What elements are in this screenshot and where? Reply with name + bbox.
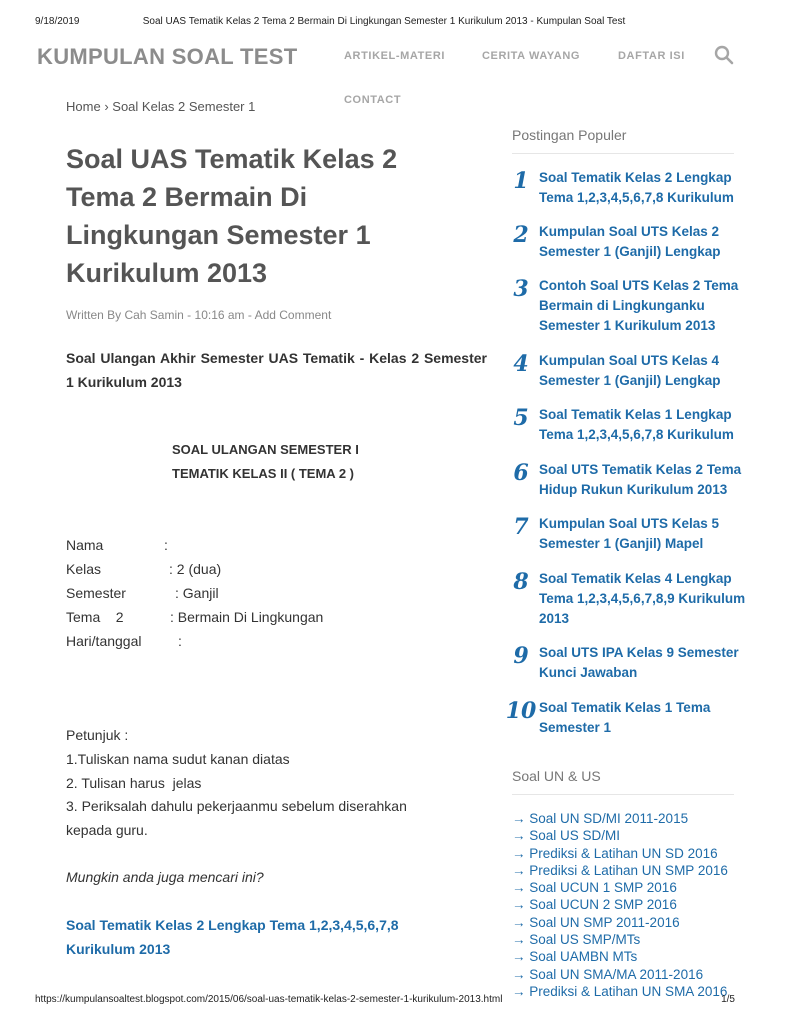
popular-post-rank: 6 <box>513 460 529 486</box>
popular-post-rank: 5 <box>513 405 529 431</box>
popular-post-title[interactable]: Soal UTS Tematik Kelas 2 Tema <box>539 462 742 477</box>
popular-post-item[interactable] <box>505 222 734 266</box>
breadcrumb <box>66 99 255 114</box>
print-url: https://kumpulansoaltest.blogspot.com/2015/06/soal-uas-tematik-kelas-2-semester-1-kurikulum-2013.html <box>35 994 503 1005</box>
popular-post-item[interactable] <box>505 405 734 449</box>
popular-post-title[interactable]: Soal Tematik Kelas 2 Lengkap <box>539 170 732 185</box>
soal-un-us-link[interactable]: → Prediksi & Latihan UN SMA 2016 <box>512 983 728 999</box>
breadcrumb-home[interactable]: Home <box>66 99 101 114</box>
site-title[interactable]: KUMPULAN SOAL TEST <box>37 44 298 69</box>
popular-post-title[interactable]: Soal UTS IPA Kelas 9 Semester <box>539 645 739 660</box>
post-author[interactable]: Written By Cah Samin <box>66 308 184 322</box>
add-comment-link[interactable]: Add Comment <box>254 308 332 322</box>
soal-un-us-link[interactable]: → Soal US SD/MI <box>512 828 621 844</box>
print-date: 9/18/2019 <box>35 16 80 27</box>
popular-post-item[interactable] <box>505 569 746 633</box>
breadcrumb-category[interactable]: Soal Kelas 2 Semester 1 <box>112 99 256 114</box>
popular-post-title[interactable]: Semester 1 (Ganjil) Mapel <box>539 536 704 551</box>
soal-un-us-heading: Soal UN & US <box>512 768 601 784</box>
field-value-semester: : Ganjil <box>175 585 219 601</box>
popular-post-title[interactable]: Tema 1,2,3,4,5,6,7,8 Kurikulum <box>539 427 734 442</box>
popular-post-title[interactable]: Semester 1 Kurikulum 2013 <box>539 318 716 333</box>
soal-un-us-link[interactable]: → Prediksi & Latihan UN SD 2016 <box>512 845 718 861</box>
petunjuk-item: kepada guru. <box>66 822 148 838</box>
soal-un-us-link[interactable]: → Soal UCUN 2 SMP 2016 <box>512 897 677 913</box>
popular-post-rank: 2 <box>513 222 529 248</box>
popular-post-title[interactable]: Soal Tematik Kelas 4 Lengkap <box>539 571 732 586</box>
popular-post-title[interactable]: 2013 <box>539 611 570 626</box>
popular-post-rank: 3 <box>513 276 529 302</box>
popular-post-rank: 7 <box>513 514 529 540</box>
soal-un-us-list <box>512 810 734 999</box>
petunjuk-item: 2. Tulisan harus jelas <box>66 775 202 791</box>
post-lead: Soal Ulangan Akhir Semester UAS Tematik - Kelas 2 Semester 1 Kurikulum 2013 <box>66 350 487 390</box>
petunjuk-item: 3. Periksalah dahulu pekerjaanmu sebelum diserahkan <box>66 798 407 814</box>
field-label-nama: Nama <box>66 537 104 553</box>
search-icon[interactable] <box>714 45 734 65</box>
soal-un-us-link[interactable]: → Soal UN SMA/MA 2011-2016 <box>512 966 704 982</box>
field-label-semester: Semester <box>66 585 126 601</box>
nav-artikel-materi[interactable]: ARTIKEL-MATERI <box>344 50 446 62</box>
soal-un-us-link[interactable]: → Soal UCUN 1 SMP 2016 <box>512 880 677 896</box>
popular-post-title[interactable]: Semester 1 (Ganjil) Lengkap <box>539 373 721 388</box>
field-label-hari-tanggal: Hari/tanggal <box>66 633 142 649</box>
soal-un-us-link[interactable]: → Soal UN SD/MI 2011-2015 <box>512 811 689 826</box>
exam-title: SOAL ULANGAN SEMESTER I <box>172 442 359 457</box>
popular-post-title[interactable]: Semester 1 <box>539 720 612 735</box>
sidebar-divider <box>512 794 734 795</box>
also-looking-text: Mungkin anda juga mencari ini? <box>66 869 264 885</box>
breadcrumb-separator: › <box>104 99 109 114</box>
popular-post-rank: 9 <box>513 643 529 669</box>
popular-post-title[interactable]: Contoh Soal UTS Kelas 2 Tema <box>539 278 739 293</box>
exam-subtitle: TEMATIK KELAS II ( TEMA 2 ) <box>172 466 354 481</box>
meta-separator: - <box>187 308 192 322</box>
popular-post-rank: 10 <box>505 698 537 724</box>
field-value-tema: : Bermain Di Lingkungan <box>170 609 324 625</box>
meta-separator: - <box>247 308 252 322</box>
popular-post-item[interactable] <box>505 514 734 558</box>
popular-post-item[interactable] <box>505 351 734 395</box>
related-post-link[interactable]: Soal Tematik Kelas 2 Lengkap Tema 1,2,3,4,5,6,7,8 Kurikulum 2013 <box>66 917 399 957</box>
petunjuk-item: 1.Tuliskan nama sudut kanan diatas <box>66 751 290 767</box>
petunjuk-title: Petunjuk : <box>66 727 129 743</box>
popular-post-title[interactable]: Tema 1,2,3,4,5,6,7,8 Kurikulum <box>539 190 734 205</box>
soal-un-us-link[interactable]: → Soal UAMBN MTs <box>512 949 638 965</box>
nav-contact[interactable]: CONTACT <box>344 94 402 106</box>
field-value-nama: : <box>164 537 168 553</box>
popular-post-title[interactable]: Kumpulan Soal UTS Kelas 4 <box>539 353 720 368</box>
popular-post-title[interactable]: Semester 1 (Ganjil) Lengkap <box>539 244 721 259</box>
popular-post-item[interactable] <box>505 460 742 504</box>
popular-post-item[interactable] <box>505 276 739 340</box>
field-label-tema: Tema 2 <box>66 609 124 625</box>
post-meta <box>66 308 331 322</box>
popular-post-rank: 8 <box>513 569 529 595</box>
soal-un-us-link[interactable]: → Prediksi & Latihan UN SMP 2016 <box>512 862 728 878</box>
popular-post-title[interactable]: Kumpulan Soal UTS Kelas 2 <box>539 224 720 239</box>
popular-post-rank: 1 <box>513 168 529 194</box>
post-title: Soal UAS Tematik Kelas 2 Tema 2 Bermain Di Lingkungan Semester 1 Kurikulum 2013 <box>66 144 398 288</box>
popular-post-rank: 4 <box>513 351 529 377</box>
popular-post-title[interactable]: Kunci Jawaban <box>539 665 638 680</box>
nav-cerita-wayang[interactable]: CERITA WAYANG <box>482 50 581 62</box>
popular-post-title[interactable]: Bermain di Lingkunganku <box>539 298 705 313</box>
soal-un-us-link[interactable]: → Soal UN SMP 2011-2016 <box>512 914 680 930</box>
popular-post-title[interactable]: Tema 1,2,3,4,5,6,7,8,9 Kurikulum <box>539 591 746 606</box>
sidebar-divider <box>512 153 734 154</box>
print-page-number: 1/5 <box>721 994 735 1005</box>
popular-post-item[interactable] <box>505 698 734 742</box>
field-label-kelas: Kelas <box>66 561 102 577</box>
soal-un-us-link[interactable]: → Soal US SMP/MTs <box>512 932 641 948</box>
popular-post-title[interactable]: Kumpulan Soal UTS Kelas 5 <box>539 516 720 531</box>
print-doc-title: Soal UAS Tematik Kelas 2 Tema 2 Bermain Di Lingkungan Semester 1 Kurikulum 2013 - Kumpulan Soal Test <box>142 16 626 27</box>
nav-daftar-isi[interactable]: DAFTAR ISI <box>618 50 685 62</box>
popular-post-item[interactable] <box>505 643 739 687</box>
popular-post-item[interactable] <box>505 168 734 212</box>
popular-post-title[interactable]: Soal Tematik Kelas 1 Lengkap <box>539 407 732 422</box>
popular-posts-heading: Postingan Populer <box>512 127 627 143</box>
field-value-hari-tanggal: : <box>178 633 182 649</box>
field-value-kelas: : 2 (dua) <box>169 561 222 577</box>
post-time: 10:16 am <box>194 308 245 322</box>
popular-post-title[interactable]: Soal Tematik Kelas 1 Tema <box>539 700 711 715</box>
popular-post-title[interactable]: Hidup Rukun Kurikulum 2013 <box>539 482 728 497</box>
